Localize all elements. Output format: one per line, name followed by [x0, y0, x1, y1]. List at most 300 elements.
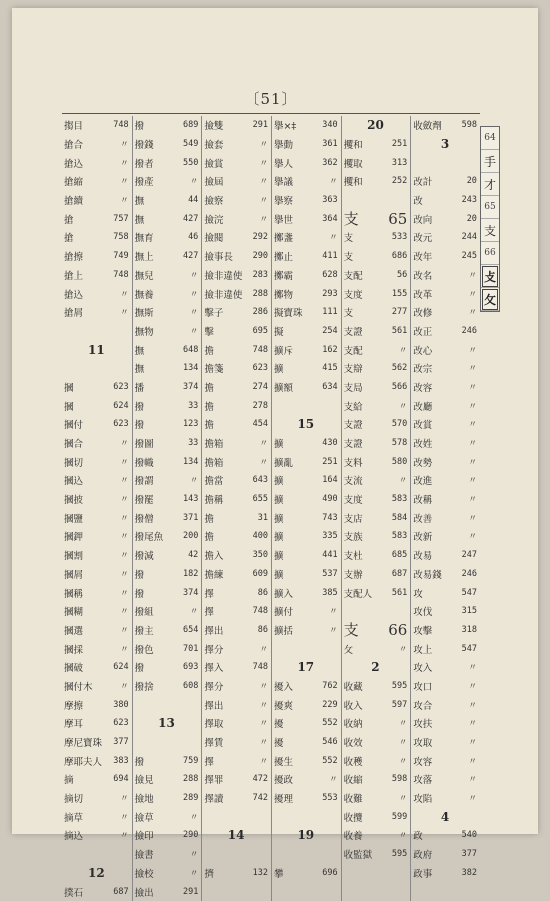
index-entry	[411, 322, 480, 341]
blank-row	[342, 191, 411, 210]
index-entry	[62, 695, 132, 714]
index-entry	[342, 751, 411, 770]
entry-term: 支配人	[343, 588, 373, 600]
entry-page: 〃	[398, 756, 408, 767]
index-entry	[62, 527, 132, 546]
entry-page: 277	[391, 307, 408, 318]
blank-row	[342, 602, 411, 621]
index-entry	[202, 751, 271, 770]
index-entry	[133, 658, 202, 677]
entry-term: 撿見	[134, 775, 154, 787]
index-entry	[411, 172, 480, 191]
entry-term: 收入	[343, 700, 363, 712]
entry-term: 擴	[273, 495, 284, 507]
index-entry	[133, 770, 202, 789]
entry-term: 擴	[273, 476, 284, 488]
entry-term: 攫和	[343, 177, 363, 189]
entry-page: 762	[322, 680, 338, 691]
index-entry	[272, 266, 341, 285]
entry-page: 654	[182, 624, 199, 635]
entry-page: 748	[252, 344, 268, 355]
entry-term: 擴	[273, 364, 284, 376]
blank-row	[62, 359, 132, 378]
entry-term: 搶込	[64, 158, 84, 170]
index-entry	[272, 677, 341, 696]
entry-page: 624	[113, 400, 129, 411]
index-entry	[411, 621, 480, 640]
entry-term: 支辦	[343, 569, 363, 581]
index-entry	[133, 172, 202, 191]
index-entry	[133, 434, 202, 453]
entry-term: 改宗	[413, 364, 433, 376]
index-entry	[272, 602, 341, 621]
index-entry	[133, 378, 202, 397]
index-entry	[272, 135, 341, 154]
entry-term: 摑破	[64, 663, 84, 675]
index-entry	[62, 807, 132, 826]
entry-page: 〃	[120, 495, 129, 506]
entry-page: 380	[113, 699, 129, 710]
blank-row	[202, 845, 271, 864]
thumb-radical: 攵	[481, 288, 499, 311]
entry-page: 〃	[189, 308, 199, 319]
entry-term: 擬	[273, 326, 284, 338]
entry-page: 155	[391, 288, 408, 299]
entry-page: 〃	[468, 663, 477, 674]
entry-page: 〃	[259, 177, 268, 188]
entry-page: 〃	[468, 289, 477, 300]
index-entry	[411, 864, 480, 883]
blank-row	[272, 639, 341, 658]
entry-term: 擔	[204, 420, 214, 432]
entry-page: 244	[461, 232, 477, 243]
entry-term: 撫育	[134, 233, 154, 245]
entry-term: 支證	[343, 420, 363, 432]
entry-page: 〃	[398, 794, 408, 805]
index-entry	[342, 695, 411, 714]
index-entry	[62, 415, 132, 434]
index-entry	[272, 751, 341, 770]
entry-page: 〃	[468, 794, 477, 805]
entry-page: 599	[391, 811, 408, 822]
entry-page: 〃	[259, 738, 268, 749]
entry-term: 擠	[204, 868, 214, 880]
entry-term: 撥產	[134, 177, 154, 189]
entry-term: 擲止	[273, 252, 293, 264]
entry-page: 533	[391, 232, 408, 243]
entry-page: 686	[391, 251, 408, 262]
index-entry	[342, 527, 411, 546]
entry-term: 支	[343, 233, 354, 245]
entry-page: 318	[461, 624, 477, 635]
entry-term: 收縮	[343, 775, 363, 787]
entry-page: 〃	[120, 625, 129, 636]
entry-page: 292	[252, 232, 268, 243]
entry-page: 687	[113, 886, 129, 897]
entry-page: 288	[252, 288, 268, 299]
entry-page: 427	[182, 251, 199, 262]
index-entry	[202, 621, 271, 640]
entry-page: 〃	[120, 196, 129, 207]
thumb-radical: 攴	[481, 265, 499, 288]
entry-page: 〃	[189, 607, 199, 618]
entry-term: 搶上	[64, 270, 84, 282]
index-entry	[202, 733, 271, 752]
entry-page: 628	[322, 269, 338, 280]
entry-term: 撥	[134, 756, 145, 768]
stroke-count-heading: 4	[440, 809, 450, 824]
index-entry	[62, 471, 132, 490]
entry-term: 撥尾魚	[134, 532, 164, 544]
index-entry	[342, 714, 411, 733]
radical-heading	[342, 209, 411, 228]
blank-row	[411, 153, 480, 172]
entry-page: 46	[188, 232, 199, 243]
entry-page: 623	[113, 419, 129, 430]
entry-page: 〃	[189, 868, 199, 879]
thumb-number: 64	[481, 127, 499, 150]
index-column-4	[271, 116, 341, 901]
index-entry	[133, 565, 202, 584]
index-entry	[272, 490, 341, 509]
entry-term: 擇取	[204, 719, 224, 731]
entry-page: 246	[461, 325, 477, 336]
entry-page: 427	[182, 213, 199, 224]
entry-page: 〃	[468, 495, 477, 506]
index-entry	[272, 864, 341, 883]
index-entry	[202, 247, 271, 266]
entry-term: 擔	[204, 513, 214, 525]
entry-term: 擇出	[204, 700, 224, 712]
stroke-count-heading: 12	[87, 865, 105, 880]
entry-page: 245	[461, 251, 477, 262]
stroke-count-heading: 15	[297, 417, 315, 432]
entry-page: 578	[391, 438, 408, 449]
entry-term: 政事	[413, 868, 433, 880]
entry-page: 246	[461, 568, 477, 579]
entry-page: 371	[182, 512, 199, 523]
entry-page: 624	[113, 662, 129, 673]
entry-term: 收藏	[343, 681, 363, 693]
index-entry	[62, 452, 132, 471]
entry-term: 搶續	[64, 196, 84, 208]
entry-page: 〃	[259, 644, 268, 655]
entry-term: 撫斯	[134, 308, 154, 320]
entry-page: 〃	[468, 532, 477, 543]
entry-page: 〃	[120, 551, 129, 562]
blank-row	[133, 695, 202, 714]
entry-page: 350	[252, 550, 268, 561]
index-entry	[202, 135, 271, 154]
entry-term: 擲霸	[273, 270, 293, 282]
entry-page: 〃	[189, 850, 199, 861]
entry-page: 〃	[189, 177, 199, 188]
entry-term: 摘切	[64, 794, 84, 806]
index-entry	[342, 490, 411, 509]
index-entry	[411, 845, 480, 864]
entry-page: 701	[182, 643, 199, 654]
index-entry	[411, 359, 480, 378]
entry-term: 撿套	[204, 140, 224, 152]
entry-term: 攻上	[413, 644, 433, 656]
entry-page: 252	[391, 176, 408, 187]
entry-page: 〃	[329, 607, 338, 618]
entry-page: 〃	[398, 401, 408, 412]
entry-term: 擔	[204, 532, 214, 544]
entry-term: 搶	[64, 233, 74, 245]
entry-term: 攻取	[413, 738, 433, 750]
entry-term: 撥捨	[134, 681, 154, 693]
index-entry	[342, 733, 411, 752]
index-entry	[133, 191, 202, 210]
index-entry	[202, 452, 271, 471]
index-column-2	[132, 116, 202, 901]
entry-page: 748	[252, 662, 268, 673]
index-entry	[342, 677, 411, 696]
radical-heading	[342, 621, 411, 640]
entry-page: 540	[461, 830, 477, 841]
entry-term: 搶擦	[64, 252, 84, 264]
entry-term: 摑披	[64, 495, 84, 507]
index-entry	[272, 434, 341, 453]
entry-page: 〃	[259, 700, 268, 711]
radical-number: 66	[388, 620, 408, 639]
entry-term: 擲盞	[273, 233, 293, 245]
entry-term: 政府	[413, 850, 433, 862]
entry-page: 550	[182, 157, 199, 168]
entry-page: 363	[322, 195, 338, 206]
entry-term: 擴	[273, 551, 284, 563]
index-entry	[272, 303, 341, 322]
index-entry	[411, 378, 480, 397]
entry-page: 〃	[120, 588, 129, 599]
entry-page: 685	[391, 550, 408, 561]
entry-term: 摑屑	[64, 569, 84, 581]
entry-page: 430	[322, 438, 338, 449]
entry-page: 〃	[468, 439, 477, 450]
entry-term: 改年	[413, 252, 433, 264]
entry-page: 757	[113, 213, 129, 224]
entry-term: 撿非違使	[204, 289, 243, 301]
index-entry	[62, 733, 132, 752]
index-entry	[62, 565, 132, 584]
entry-term: 擔練	[204, 569, 224, 581]
entry-term: 撿出	[134, 887, 154, 899]
entry-term: 改進	[413, 476, 433, 488]
entry-term: 撿印	[134, 831, 154, 843]
entry-page: 696	[322, 867, 338, 878]
entry-term: 擔	[204, 401, 214, 413]
index-entry	[411, 770, 480, 789]
entry-page: 42	[188, 550, 199, 561]
entry-page: 411	[322, 251, 338, 262]
index-entry	[272, 322, 341, 341]
entry-page: 〃	[398, 719, 408, 730]
index-entry	[202, 322, 271, 341]
entry-term: 改新	[413, 532, 433, 544]
index-entry	[272, 471, 341, 490]
entry-term: 支流	[343, 476, 363, 488]
entry-term: 支店	[343, 513, 363, 525]
entry-page: 164	[322, 475, 338, 486]
blank-row	[62, 845, 132, 864]
index-entry	[62, 602, 132, 621]
entry-page: 290	[182, 830, 199, 841]
index-entry	[342, 322, 411, 341]
entry-term: 擧世	[273, 214, 293, 226]
entry-page: 748	[113, 269, 129, 280]
index-entry	[62, 677, 132, 696]
index-entry	[133, 882, 202, 901]
index-entry	[272, 508, 341, 527]
entry-page: 〃	[120, 177, 129, 188]
entry-term: 撥	[134, 588, 145, 600]
entry-page: 364	[322, 213, 338, 224]
radical-number: 65	[388, 209, 408, 228]
entry-term: 擔	[204, 382, 214, 394]
entry-term: 改正	[413, 326, 433, 338]
entry-term: 搶屑	[64, 308, 84, 320]
entry-page: 〃	[329, 177, 338, 188]
index-entry	[272, 546, 341, 565]
entry-term: 擇賃	[204, 738, 224, 750]
entry-term: 撿賞	[204, 158, 224, 170]
entry-term: 擧議	[273, 177, 293, 189]
entry-term: 改善	[413, 513, 433, 525]
entry-page: 182	[182, 568, 199, 579]
blank-row	[133, 733, 202, 752]
entry-term: 撿閱	[204, 233, 224, 245]
index-entry	[62, 770, 132, 789]
entry-term: 攻	[413, 588, 423, 600]
entry-term: 支族	[343, 532, 363, 544]
entry-term: 摑稱	[64, 588, 84, 600]
entry-term: 擴入	[273, 588, 293, 600]
entry-page: 〃	[259, 140, 268, 151]
entry-term: 擔箱	[204, 439, 224, 451]
entry-term: 收效	[343, 738, 363, 750]
entry-page: 552	[322, 718, 338, 729]
index-entry	[62, 135, 132, 154]
entry-page: 132	[252, 867, 268, 878]
entry-page: 598	[461, 120, 477, 131]
stroke-count-heading: 17	[297, 660, 315, 675]
entry-term: 擇分	[204, 681, 224, 693]
entry-term: 撫養	[134, 289, 154, 301]
entry-page: 200	[182, 531, 199, 542]
entry-page: 547	[461, 587, 477, 598]
index-entry	[342, 340, 411, 359]
entry-page: 743	[322, 512, 338, 523]
entry-page: 291	[252, 120, 268, 131]
entry-term: 撿事長	[204, 252, 233, 264]
index-entry	[62, 583, 132, 602]
index-entry	[411, 789, 480, 808]
entry-term: 摑	[64, 401, 74, 413]
entry-page: 〃	[468, 401, 477, 412]
entry-term: 撥	[134, 401, 145, 413]
index-entry	[133, 452, 202, 471]
entry-term: 收養	[343, 831, 363, 843]
entry-page: 655	[252, 494, 268, 505]
entry-page: 33	[188, 400, 199, 411]
entry-page: 〃	[468, 700, 477, 711]
entry-term: 攻入	[413, 663, 433, 675]
index-entry	[411, 303, 480, 322]
entry-page: 583	[391, 531, 408, 542]
entry-page: 552	[322, 755, 338, 766]
entry-term: 搶合	[64, 140, 84, 152]
entry-term: 改元	[413, 233, 433, 245]
thumb-number: 65	[481, 196, 499, 219]
index-entry	[202, 471, 271, 490]
entry-term: 撥錢	[134, 140, 154, 152]
index-entry	[411, 452, 480, 471]
entry-page: 335	[322, 531, 338, 542]
entry-term: 改	[413, 196, 423, 208]
index-entry	[272, 583, 341, 602]
index-entry	[411, 826, 480, 845]
index-entry	[62, 826, 132, 845]
index-entry	[133, 303, 202, 322]
entry-term: 支	[343, 308, 354, 320]
index-entry	[133, 864, 202, 883]
entry-page: 374	[182, 587, 199, 598]
entry-page: 134	[182, 363, 199, 374]
entry-page: 〃	[259, 214, 268, 225]
entry-term: 擇	[204, 756, 214, 768]
index-entry	[411, 471, 480, 490]
entry-term: 擴	[273, 569, 284, 581]
index-entry	[133, 135, 202, 154]
entry-term: 擬寶珠	[273, 308, 303, 320]
entry-term: 撥組	[134, 607, 154, 619]
entry-page: 547	[461, 643, 477, 654]
index-entry	[342, 508, 411, 527]
entry-term: 搶	[64, 214, 74, 226]
index-entry	[272, 378, 341, 397]
entry-page: 〃	[259, 439, 268, 450]
index-entry	[411, 434, 480, 453]
stroke-count-heading: 13	[158, 716, 175, 731]
entry-page: 562	[391, 363, 408, 374]
entry-page: 340	[322, 120, 338, 131]
index-entry	[133, 153, 202, 172]
entry-term: 撿草	[134, 812, 154, 824]
index-entry	[133, 322, 202, 341]
index-entry	[411, 658, 480, 677]
entry-term: 撿校	[134, 868, 154, 880]
index-entry	[202, 602, 271, 621]
index-entry	[342, 172, 411, 191]
entry-page: 595	[391, 680, 408, 691]
index-entry	[411, 695, 480, 714]
index-entry	[133, 527, 202, 546]
entry-page: 584	[391, 512, 408, 523]
entry-term: 攀	[273, 868, 284, 880]
index-entry	[133, 621, 202, 640]
index-entry	[202, 434, 271, 453]
index-entry	[272, 191, 341, 210]
index-entry	[342, 135, 411, 154]
index-entry	[202, 714, 271, 733]
index-entry	[272, 340, 341, 359]
radical-char: 支	[343, 210, 359, 229]
entry-page: 〃	[120, 476, 129, 487]
entry-term: 撿察	[204, 196, 224, 208]
entry-page: 〃	[120, 644, 129, 655]
entry-page: 〃	[398, 738, 408, 749]
